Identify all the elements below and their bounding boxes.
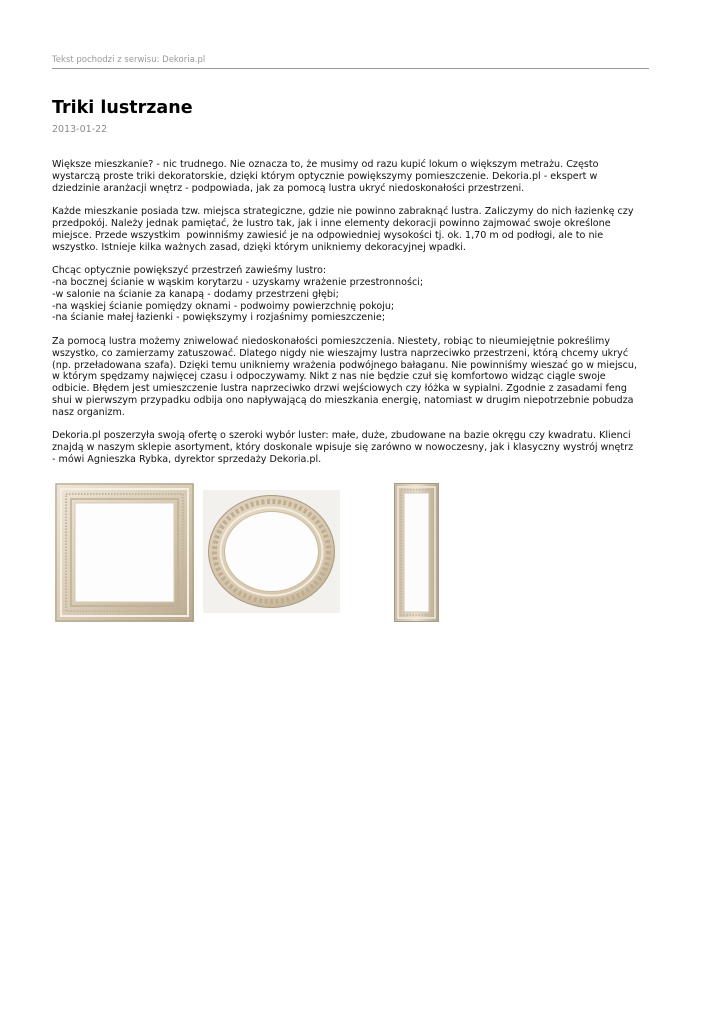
list-line: -w salonie na ścianie za kanapą - dodamy przestrzeni głębi;: [52, 288, 339, 300]
text-line: Większe mieszkanie? - nic trudnego. Nie oznacza to, że musimy od razu kupić lokum o większym metrażu. Często: [52, 159, 599, 170]
text-line: - mówi Agnieszka Rybka, dyrektor sprzedaży Dekoria.pl.: [52, 453, 322, 465]
text-line: Każde mieszkanie posiada tzw. miejsca strategiczne, gdzie nie powinno zabraknąć lustra. Zaliczymy do nich łazienkę czy: [52, 206, 634, 218]
text-line: Chcąc optycznie powiększyć przestrzeń zawieśmy lustro:: [52, 265, 327, 277]
article-title: Triki lustrzane: [52, 98, 193, 118]
text-line: (np. przeładowana szafa). Dzięki temu unikniemy wrażenia podwójnego bałaganu. Nie powinniśmy wieszać go w miejscu,: [52, 359, 638, 371]
article-body: [52, 159, 652, 478]
text-line: wszystko, co zamierzamy zatuszować. Dlatego nigdy nie wieszajmy lustra naprzeciwko przestrzeni, którą chcemy ukryć: [52, 347, 629, 359]
text-line: shui w pierwszym przypadku odbija ono napływającą do mieszkania energię, natomiast w drugim niepotrzebnie pobudza: [52, 394, 634, 406]
paragraph-5: [52, 430, 652, 465]
text-line: dziedzinie aranżacji wnętrz - podpowiada, jak za pomocą lustra ukryć niedoskonałości przestrzeni.: [52, 182, 525, 194]
paragraph-2: [52, 206, 652, 253]
article-date: 2013-01-22: [52, 124, 108, 135]
paragraph-4: [52, 336, 652, 419]
text-line: Za pomocą lustra możemy zniwelować niedoskonałości pomieszczenia. Niestety, robiąc to nieumiejętnie pokreślimy: [52, 335, 611, 347]
paragraph-1: [52, 159, 652, 194]
list-line: -na ścianie małej łazienki - powiększymy i rozjaśnimy pomieszczenie;: [52, 312, 386, 324]
square-framed-mirror-image: [55, 483, 194, 622]
text-line: wszystko. Istnieje kilka ważnych zasad, dzięki którym unikniemy dekoracyjnej wpadki.: [52, 241, 466, 253]
paragraph-3: [52, 265, 652, 324]
text-line: wystarczą proste triki dekoratorskie, dzięki którym optycznie powiększymy pomieszczenie. Dekoria.pl - ekspert w: [52, 170, 598, 182]
text-line: Dekoria.pl poszerzyła swoją ofertę o szeroki wybór luster: małe, duże, zbudowane na bazie okręgu czy kwadratu. Klienci: [52, 430, 631, 442]
tall-narrow-mirror-image: [394, 483, 439, 622]
oval-framed-mirror-image: [203, 490, 340, 613]
text-line: odbicie. Błędem jest umieszczenie lustra naprzeciwko drzwi wejściowych czy łóżka w sypialni. Zgodnie z zasadami feng: [52, 383, 627, 395]
list-line: -na wąskiej ścianie pomiędzy oknami - podwoimy powierzchnię pokoju;: [52, 300, 395, 312]
text-line: nasz organizm.: [52, 406, 125, 418]
text-line: przedpokój. Należy jednak pamiętać, że lustro tak, jak i inne elementy dekoracji powinno zajmować swoje określone: [52, 217, 611, 229]
text-line: w którym spędzamy najwięcej czasu i odpoczywamy. Nikt z nas nie będzie czuł się komfortowo widząc ciągle swoje: [52, 371, 606, 383]
text-line: miejsce. Przede wszystkim powinniśmy zawiesić je na odpowiedniej wysokości tj. ok. 1,70 m od podłogi, ale to nie: [52, 229, 604, 241]
list-line: -na bocznej ścianie w wąskim korytarzu - uzyskamy wrażenie przestronności;: [52, 276, 424, 288]
source-attribution: Tekst pochodzi z serwisu: Dekoria.pl: [52, 55, 649, 69]
text-line: znajdą w naszym sklepie asortyment, który doskonale wpisuje się zarówno w nowoczesny, jak i klasyczny wystrój wnętrz: [52, 442, 634, 454]
